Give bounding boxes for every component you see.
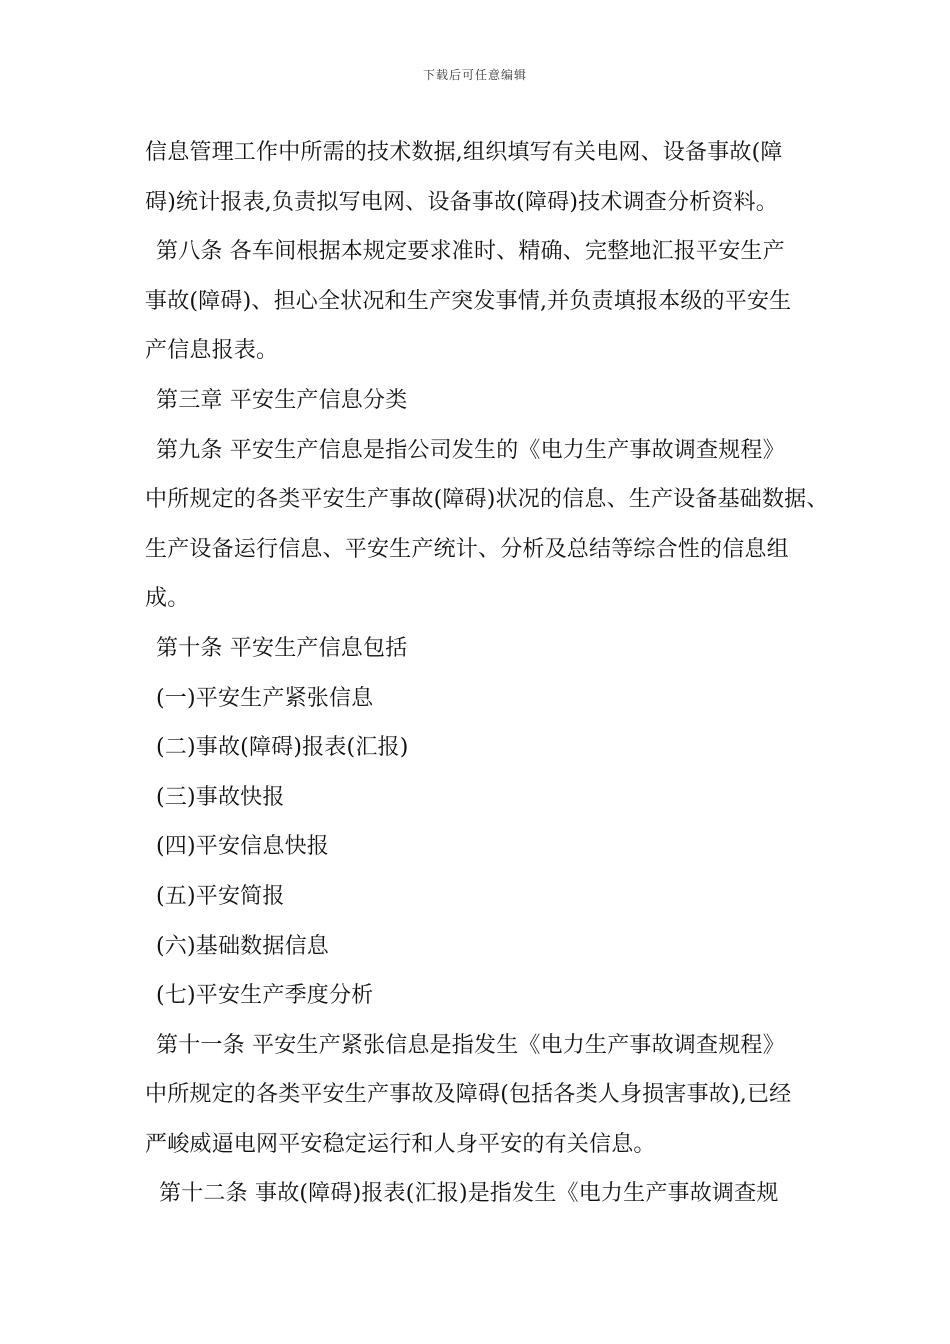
text-line: 产信息报表。 — [145, 338, 279, 364]
article-8-line: 第八条 各车间根据本规定要求准时、精确、完整地汇报平安生产 — [156, 239, 785, 265]
article-9-line: 第九条 平安生产信息是指公司发生的《电力生产事故调查规程》 — [156, 437, 785, 463]
list-item: (二)事故(障碍)报表(汇报) — [156, 735, 409, 761]
article-12-line: 第十二条 事故(障碍)报表(汇报)是指发生《电力生产事故调查规 — [159, 1181, 779, 1207]
text-line: 生产设备运行信息、平安生产统计、分析及总结等综合性的信息组 — [145, 536, 789, 562]
page-header: 下载后可任意编辑 — [422, 68, 527, 82]
text-line: 中所规定的各类平安生产事故(障碍)状况的信息、生产设备基础数据、 — [145, 487, 829, 513]
chapter-3-heading: 第三章 平安生产信息分类 — [156, 387, 408, 413]
text-line: 成。 — [145, 586, 190, 612]
list-item: (三)事故快报 — [156, 784, 285, 810]
list-item: (一)平安生产紧张信息 — [156, 685, 374, 711]
article-11-line: 第十一条 平安生产紧张信息是指发生《电力生产事故调查规程》 — [156, 1032, 785, 1058]
text-line: 信息管理工作中所需的技术数据,组织填写有关电网、设备事故(障 — [145, 140, 783, 165]
text-line: 事故(障碍)、担心全状况和生产突发事情,并负责填报本级的平安生 — [145, 288, 792, 314]
list-item: (七)平安生产季度分析 — [156, 983, 374, 1009]
text-line: 碍)统计报表,负责拟写电网、设备事故(障碍)技术调查分析资料。 — [145, 189, 778, 215]
article-10-line: 第十条 平安生产信息包括 — [156, 635, 408, 661]
list-item: (四)平安信息快报 — [156, 834, 329, 860]
list-item: (五)平安简报 — [156, 883, 285, 909]
text-line: 严峻威逼电网平安稳定运行和人身平安的有关信息。 — [145, 1131, 656, 1157]
text-line: 中所规定的各类平安生产事故及障碍(包括各类人身损害事故),已经 — [145, 1082, 792, 1108]
list-item: (六)基础数据信息 — [156, 933, 329, 959]
document-body — [145, 128, 829, 1219]
